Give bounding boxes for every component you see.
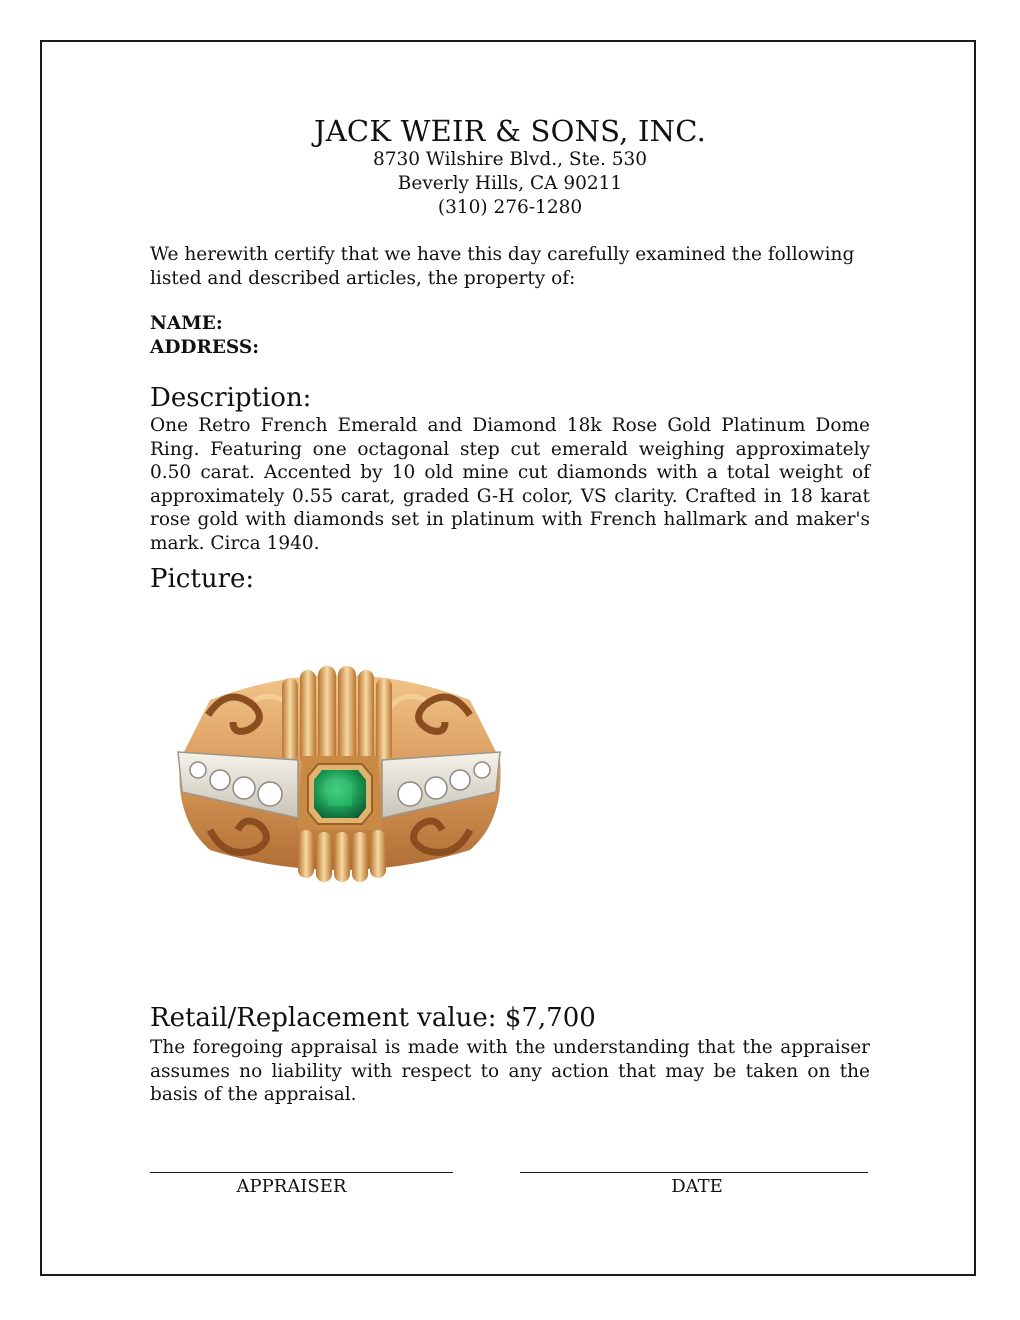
company-address-line1: 8730 Wilshire Blvd., Ste. 530 bbox=[372, 149, 648, 170]
description-text: One Retro French Emerald and Diamond 18k Rose Gold Platinum Dome Ring. Featuring one octagonal step cut emerald weighing approximately 0.50 carat. Accented by 10 old mine cut diamonds with a total weight of approximately 0.55 carat, graded G-H color, VS clarity. Crafted in 18 karat rose gold with diamonds set in platinum with French hallmark and maker's mark. Circa 1940. bbox=[150, 415, 870, 554]
ring-photo bbox=[170, 660, 510, 889]
date-label: DATE bbox=[671, 1176, 723, 1197]
appraiser-signature-line bbox=[150, 1172, 453, 1173]
address-label: ADDRESS: bbox=[150, 337, 260, 358]
certification-intro: We herewith certify that we have this day carefully examined the following listed and described articles, the property of: bbox=[150, 244, 855, 289]
company-name: JACK WEIR & SONS, INC. bbox=[313, 114, 707, 148]
retail-value-heading: Retail/Replacement value: $7,700 bbox=[150, 1003, 596, 1033]
appraiser-label: APPRAISER bbox=[236, 1176, 347, 1197]
company-address-line2: Beverly Hills, CA 90211 bbox=[397, 173, 623, 194]
company-phone: (310) 276-1280 bbox=[437, 197, 583, 218]
picture-heading: Picture: bbox=[150, 564, 255, 594]
description-heading: Description: bbox=[150, 383, 312, 413]
date-signature-line bbox=[520, 1172, 868, 1173]
name-label: NAME: bbox=[150, 313, 223, 334]
appraisal-disclaimer: The foregoing appraisal is made with the understanding that the appraiser assumes no liability with respect to any action that may be taken on the basis of the appraisal. bbox=[150, 1037, 870, 1105]
